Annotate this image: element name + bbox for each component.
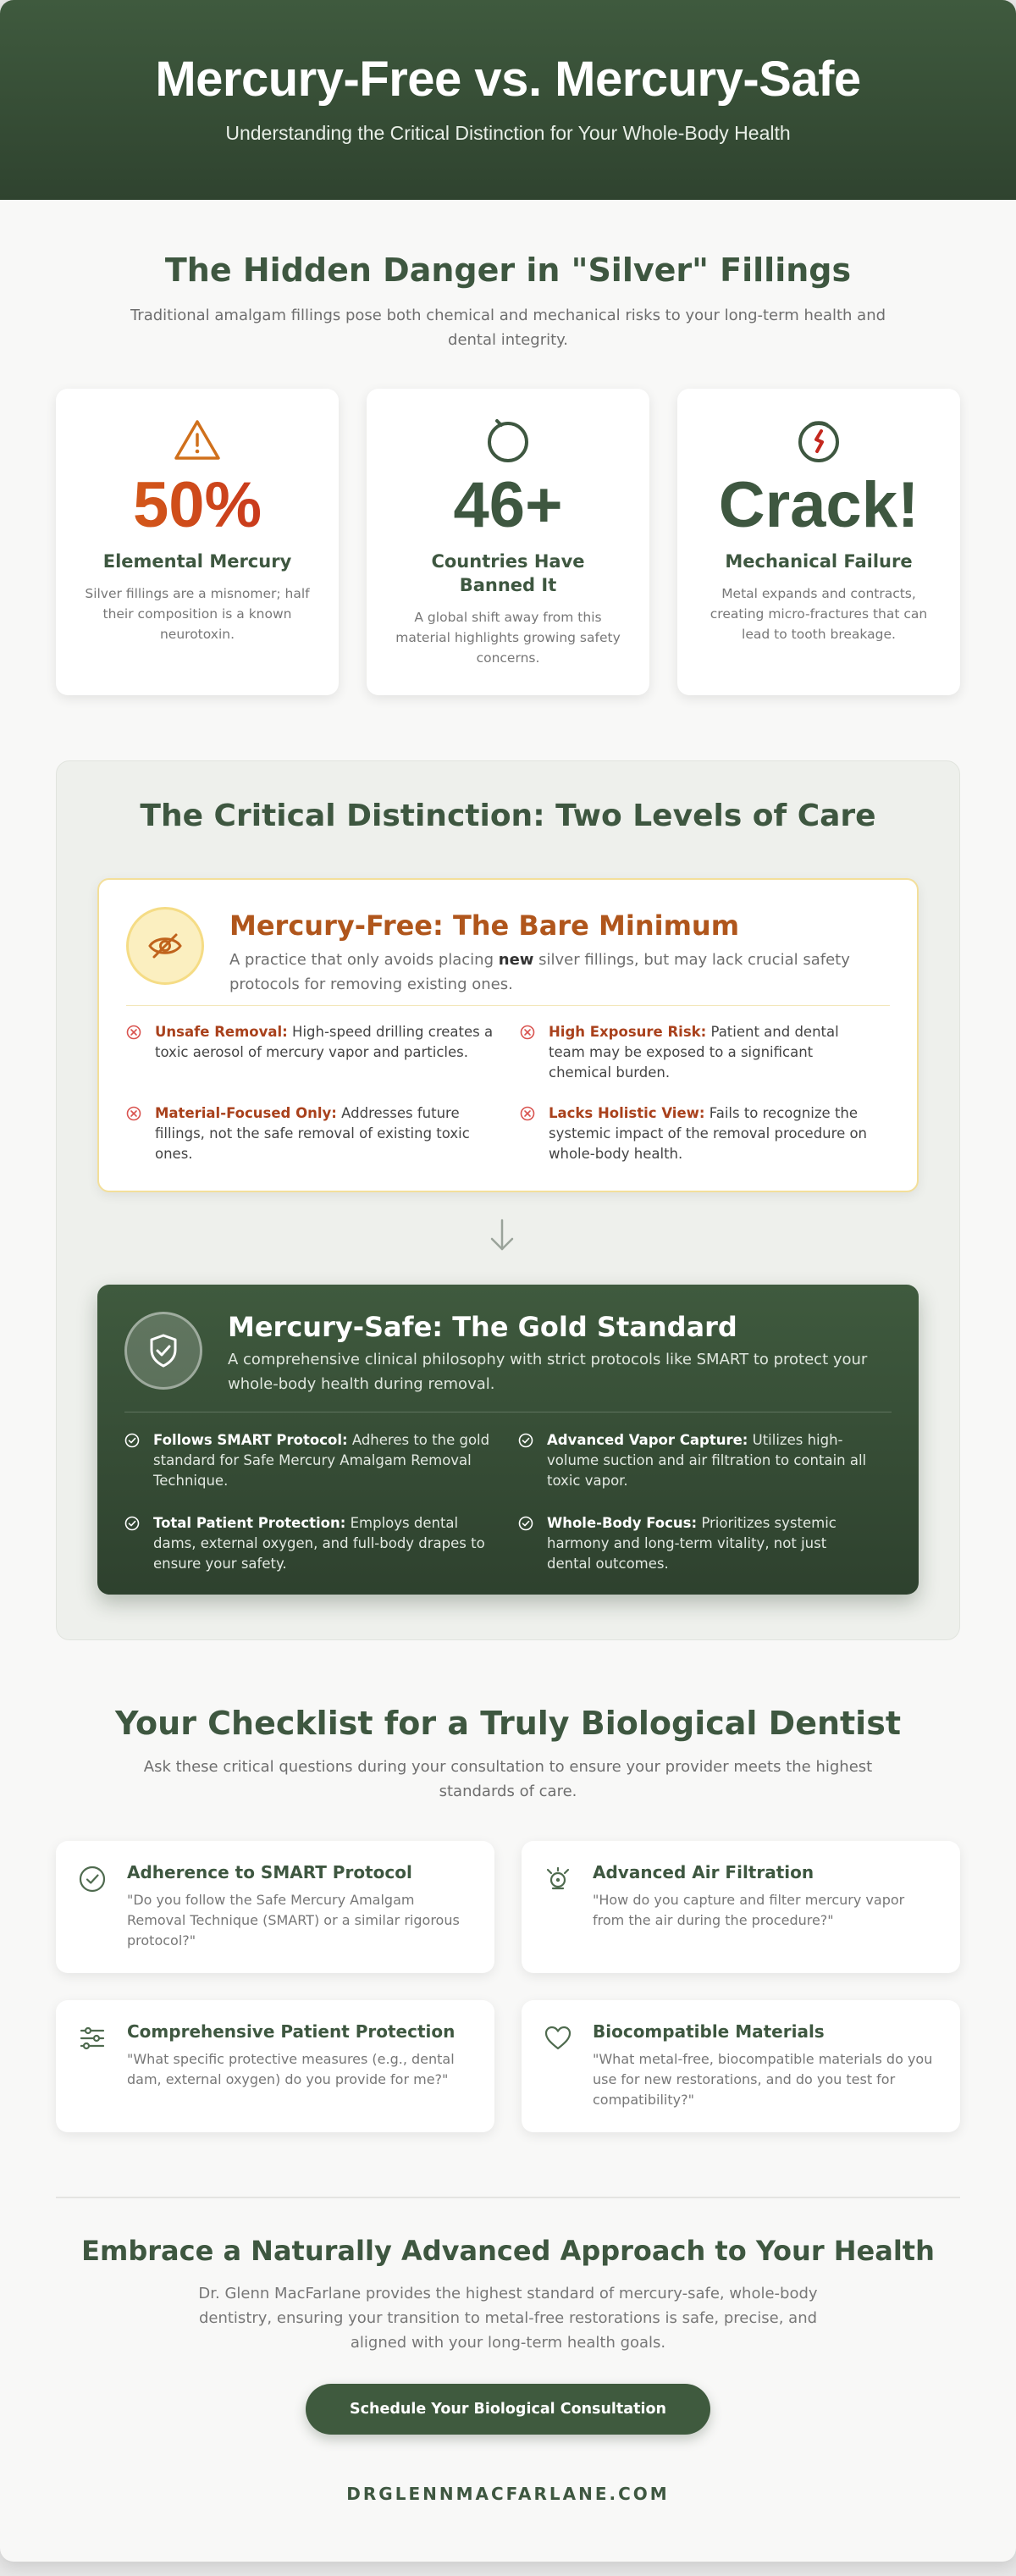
checklist-card (56, 2000, 494, 2132)
mercury-safe-title: Mercury-Safe: The Gold Standard (228, 1311, 737, 1343)
heart-icon (544, 2020, 593, 2110)
check-circle-icon (124, 1430, 153, 1491)
checklist-card-question: "How do you capture and filter mercury vapor from the air during the procedure?" (593, 1892, 905, 1928)
mercury-free-title: Mercury-Free: The Bare Minimum (229, 909, 740, 942)
x-circle-icon (126, 1022, 155, 1083)
mercury-safe-card (97, 1285, 919, 1595)
cta-title: Embrace a Naturally Advanced Approach to Your Health (81, 2235, 935, 2267)
circle-icon (367, 416, 649, 465)
mercury-free-card (97, 878, 919, 1192)
website-link[interactable]: DRGLENNMACFARLANE.COM (346, 2484, 670, 2504)
stat-description: Silver fillings are a misnomer; half their composition is a known neurotoxin. (85, 586, 310, 642)
mercury-free-points (126, 1022, 893, 1164)
list-item: High Exposure Risk: Patient and dental team may be exposed to a significant chemical burden. (520, 1022, 893, 1083)
check-circle-icon (518, 1430, 547, 1491)
hidden-danger-title: The Hidden Danger in "Silver" Fillings (164, 252, 852, 289)
stat-label: Countries Have Banned It (431, 551, 585, 595)
schedule-consultation-button[interactable]: Schedule Your Biological Consultation (306, 2384, 710, 2435)
list-item: Total Patient Protection: Employs dental dams, external oxygen, and full-body drapes to ensure your safety. (124, 1513, 518, 1574)
check-circle-icon (518, 1513, 547, 1574)
distinction-title: The Critical Distinction: Two Levels of Care (140, 799, 876, 833)
stat-label: Mechanical Failure (725, 551, 913, 572)
x-circle-icon (520, 1103, 549, 1164)
shield-check-icon (124, 1312, 202, 1390)
checklist-card (522, 2000, 960, 2132)
stat-label: Elemental Mercury (102, 551, 292, 572)
x-circle-icon (520, 1022, 549, 1083)
list-item: Whole-Body Focus: Prioritizes systemic harmony and long-term vitality, not just dental outcomes. (518, 1513, 892, 1574)
check-circle-icon (124, 1513, 153, 1574)
checklist-card-question: "What specific protective measures (e.g., dental dam, external oxygen) do you provide for me?" (127, 2051, 455, 2087)
stat-description: Metal expands and contracts, creating micro-fractures that can lead to tooth breakage. (710, 586, 928, 642)
stat-cards (56, 389, 960, 695)
section-divider (56, 2197, 960, 2198)
cta-text: Dr. Glenn MacFarlane provides the highest standard of mercury-safe, whole-body dentistry, ensuring your transition to metal-free restorations is safe, precise, and aligned with your long-term health goals. (198, 2285, 818, 2352)
cracked-tooth-icon (677, 416, 960, 465)
hidden-danger-section (0, 251, 1016, 666)
stat-card-countries (367, 389, 649, 695)
card-divider (126, 1005, 890, 1006)
checklist-card-title: Adherence to SMART Protocol (127, 1862, 412, 1882)
sliders-icon (78, 2020, 127, 2110)
distinction-section (56, 760, 960, 1640)
checklist-card-question: "Do you follow the Safe Mercury Amalgam Removal Technique (SMART) or a similar rigorous protocol?" (127, 1892, 460, 1949)
check-circle-icon (78, 1861, 127, 1951)
checklist-grid (56, 1841, 960, 2132)
list-item: Follows SMART Protocol: Adheres to the gold standard for Safe Mercury Amalgam Removal Technique. (124, 1430, 518, 1491)
checklist-title: Your Checklist for a Truly Biological Dentist (115, 1705, 901, 1742)
page-header (0, 0, 1016, 200)
air-filter-icon (544, 1861, 593, 1951)
checklist-card-title: Biocompatible Materials (593, 2021, 825, 2042)
call-to-action (0, 2234, 1016, 2504)
page-subtitle: Understanding the Critical Distinction for Your Whole-Body Health (225, 122, 791, 144)
checklist-card (56, 1841, 494, 1973)
stat-card-mercury (56, 389, 339, 695)
x-circle-icon (126, 1103, 155, 1164)
stat-value: Crack! (718, 469, 919, 541)
list-item: Material-Focused Only: Addresses future fillings, not the safe removal of existing toxic ones. (126, 1103, 520, 1164)
checklist-card-question: "What metal-free, biocompatible materials do you use for new restorations, and do you test for compatibility?" (593, 2051, 933, 2108)
checklist-section (0, 1704, 1016, 2108)
mercury-safe-points (124, 1430, 892, 1574)
page-title: Mercury-Free vs. Mercury-Safe (155, 52, 861, 107)
list-item: Lacks Holistic View: Fails to recognize the systemic impact of the removal procedure on whole-body health. (520, 1103, 893, 1164)
checklist-subtitle: Ask these critical questions during your consultation to ensure your provider meets the highest standards of care. (143, 1758, 873, 1800)
hidden-danger-subtitle: Traditional amalgam fillings pose both chemical and mechanical risks to your long-term health and dental integrity. (130, 307, 886, 349)
warning-icon (56, 416, 339, 465)
arrow-down-icon (487, 1217, 517, 1258)
checklist-card (522, 1841, 960, 1973)
checklist-card-title: Comprehensive Patient Protection (127, 2021, 456, 2042)
mercury-free-description: A practice that only avoids placing new silver fillings, but may lack crucial safety protocols for removing existing ones. (229, 951, 850, 993)
stat-description: A global shift away from this material highlights growing safety concerns. (395, 610, 621, 666)
list-item: Advanced Vapor Capture: Utilizes high-volume suction and air filtration to contain all toxic vapor. (518, 1430, 892, 1491)
stat-card-mechanical (677, 389, 960, 695)
mercury-safe-description: A comprehensive clinical philosophy with strict protocols like SMART to protect your whole-body health during removal. (228, 1351, 868, 1393)
stat-value: 46+ (453, 469, 563, 541)
list-item: Unsafe Removal: High-speed drilling creates a toxic aerosol of mercury vapor and particles. (126, 1022, 520, 1083)
checklist-card-title: Advanced Air Filtration (593, 1862, 814, 1882)
stat-value: 50% (56, 470, 339, 541)
eye-icon (126, 907, 204, 985)
